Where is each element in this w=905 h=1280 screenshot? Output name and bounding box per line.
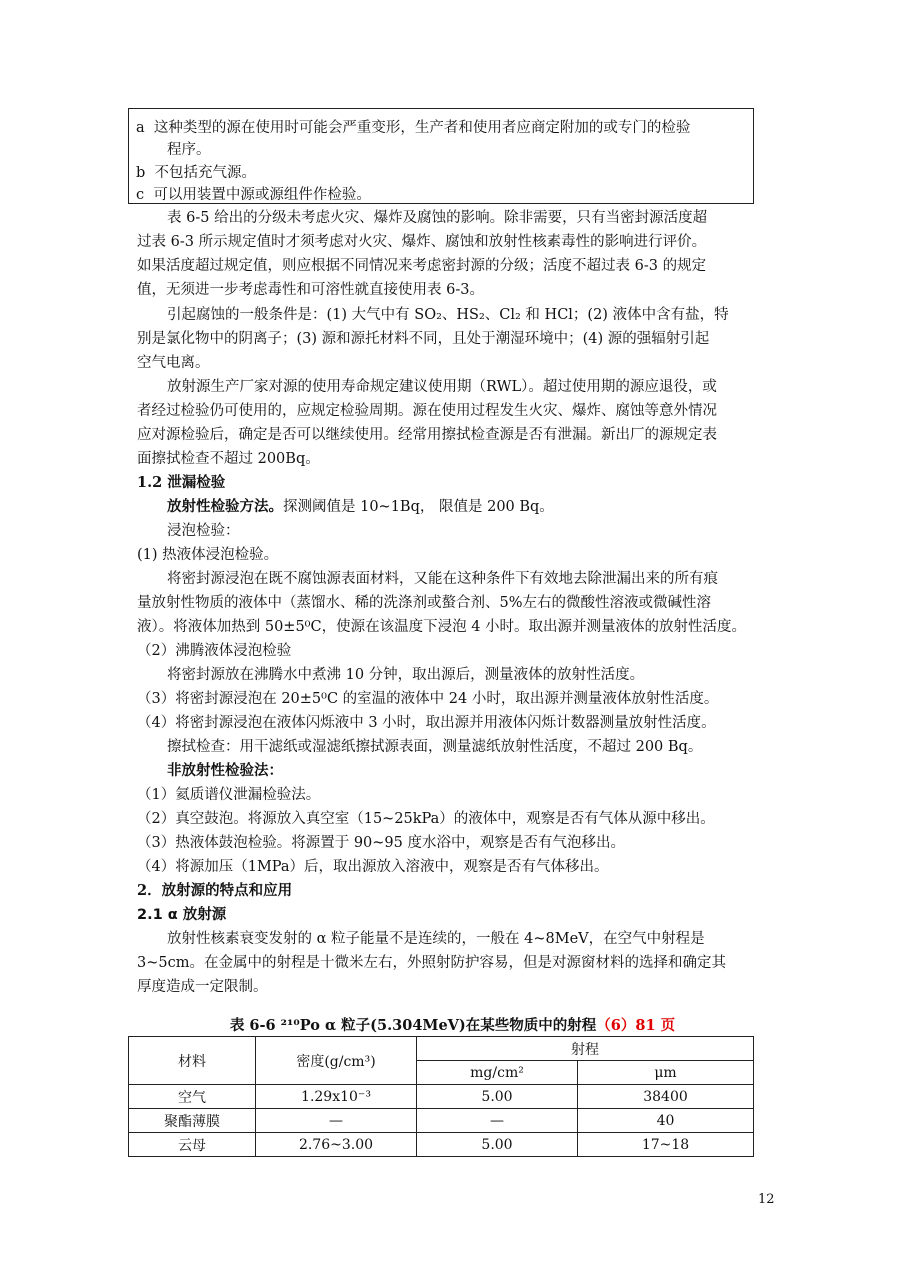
header-density: 密度(g/cm³) bbox=[256, 1037, 417, 1085]
paragraph-line: 量放射性物质的液体中（蒸馏水、稀的洗涤剂或螯合剂、5%左右的微酸性溶液或微碱性溶 bbox=[137, 595, 711, 611]
header-material: 材料 bbox=[129, 1037, 256, 1085]
paragraph-line: 放射性检验方法。探测阈值是 10~1Bq， 限值是 200 Bq。 bbox=[167, 498, 554, 515]
paragraph-line: 擦拭检查：用干滤纸或湿滤纸擦拭源表面，测量滤纸放射性活度，不超过 200 Bq。 bbox=[167, 739, 703, 755]
header-range: 射程 bbox=[417, 1037, 754, 1061]
list-item: （4）将源加压（1MPa）后，取出源放入溶液中，观察是否有气体移出。 bbox=[137, 859, 609, 875]
cell-material: 空气 bbox=[129, 1085, 256, 1109]
list-item: （3）热液体鼓泡检验。将源置于 90~95 度水浴中，观察是否有气泡移出。 bbox=[137, 835, 625, 851]
cell-um: 17~18 bbox=[578, 1133, 754, 1157]
list-item: （4）将密封源浸泡在液体闪烁液中 3 小时，取出源并用液体闪烁计数器测量放射性活度。 bbox=[137, 715, 716, 731]
cell-um: 40 bbox=[578, 1109, 754, 1133]
cell-mgcm2: 5.00 bbox=[417, 1133, 578, 1157]
subheading: 非放射性检验法： bbox=[167, 762, 283, 779]
note-a: a 这种类型的源在使用时可能会严重变形，生产者和使用者应商定附加的或专门的检验 bbox=[136, 120, 691, 136]
table-row bbox=[129, 1109, 754, 1133]
paragraph-line: 浸泡检验： bbox=[167, 523, 240, 539]
caption-reference: （6）81 页 bbox=[596, 1017, 676, 1034]
note-a-cont: 程序。 bbox=[167, 142, 211, 158]
table-row bbox=[129, 1133, 754, 1157]
paragraph-line: 厚度造成一定限制。 bbox=[137, 979, 268, 995]
paragraph-line: 放射性核素衰变发射的 α 粒子能量不是连续的，一般在 4~8MeV，在空气中射程是 bbox=[167, 931, 705, 947]
cell-material: 云母 bbox=[129, 1133, 256, 1157]
paragraph-line: 3~5cm。在金属中的射程是十微米左右，外照射防护容易，但是对源窗材料的选择和确定其 bbox=[137, 955, 726, 971]
cell-material: 聚酯薄膜 bbox=[129, 1109, 256, 1133]
table-row bbox=[129, 1085, 754, 1109]
section-heading-2: 2．放射源的特点和应用 bbox=[137, 882, 293, 899]
paragraph-line: 如果活度超过规定值，则应根据不同情况来考虑密封源的分级；活度不超过表 6-3 的规定 bbox=[137, 258, 707, 274]
cell-mgcm2: 5.00 bbox=[417, 1085, 578, 1109]
range-table bbox=[128, 1036, 754, 1157]
paragraph-line: 引起腐蚀的一般条件是：(1) 大气中有 SO₂、HS₂、Cl₂ 和 HCl；(2) 液体中含有盐，特 bbox=[167, 307, 729, 323]
paragraph-line: 面擦拭检查不超过 200Bq。 bbox=[137, 451, 320, 467]
list-item: （2）真空鼓泡。将源放入真空室（15~25kPa）的液体中，观察是否有气体从源中移出。 bbox=[137, 811, 715, 827]
page-number: 12 bbox=[758, 1192, 775, 1207]
paragraph-line: 者经过检验仍可使用的，应规定检验周期。源在使用过程发生火灾、爆炸、腐蚀等意外情况 bbox=[137, 403, 717, 419]
paragraph-line: 值，无须进一步考虑毒性和可溶性就直接使用表 6-3。 bbox=[137, 282, 484, 298]
list-item: （2）沸腾液体浸泡检验 bbox=[137, 643, 292, 659]
cell-mgcm2: — bbox=[417, 1109, 578, 1133]
paragraph-line: 别是氯化物中的阴离子；(3) 源和源托材料不同，且处于潮湿环境中；(4) 源的强辐射引起 bbox=[137, 331, 710, 347]
paragraph-line: 表 6-5 给出的分级未考虑火灾、爆炸及腐蚀的影响。除非需要，只有当密封源活度超 bbox=[167, 210, 708, 226]
paragraph-line: 将密封源放在沸腾水中煮沸 10 分钟，取出源后，测量液体的放射性活度。 bbox=[167, 667, 645, 683]
section-heading-1-2: 1.2 泄漏检验 bbox=[137, 474, 226, 491]
header-unit-mgcm2: mg/cm² bbox=[417, 1061, 578, 1085]
section-heading-2-1: 2.1 α 放射源 bbox=[137, 907, 227, 923]
paragraph-line: 过表 6-3 所示规定值时才须考虑对火灾、爆炸、腐蚀和放射性核素毒性的影响进行评价。 bbox=[137, 234, 707, 250]
paragraph-line: 空气电离。 bbox=[137, 355, 210, 371]
paragraph-line: 液）。将液体加热到 50±5⁰C，使源在该温度下浸泡 4 小时。取出源并测量液体的放射性活度。 bbox=[137, 619, 747, 635]
paragraph-line: 将密封源浸泡在既不腐蚀源表面材料，又能在这种条件下有效地去除泄漏出来的所有痕 bbox=[167, 571, 718, 587]
table-caption: 表 6-6 ²¹⁰Po α 粒子(5.304MeV)在某些物质中的射程（6）81 页 bbox=[229, 1017, 676, 1034]
cell-density: 1.29x10⁻³ bbox=[256, 1085, 417, 1109]
list-item: （3）将密封源浸泡在 20±5⁰C 的室温的液体中 24 小时，取出源并测量液体放射性活度。 bbox=[137, 691, 719, 707]
list-item: (1) 热液体浸泡检验。 bbox=[137, 547, 279, 563]
paragraph-line: 应对源检验后，确定是否可以继续使用。经常用擦拭检查源是否有泄漏。新出厂的源规定表 bbox=[137, 427, 717, 443]
paragraph-line: 放射源生产厂家对源的使用寿命规定建议使用期（RWL）。超过使用期的源应退役，或 bbox=[167, 379, 717, 395]
header-unit-um: μm bbox=[578, 1061, 754, 1085]
list-item: （1）氦质谱仪泄漏检验法。 bbox=[137, 787, 321, 803]
cell-um: 38400 bbox=[578, 1085, 754, 1109]
note-b: b 不包括充气源。 bbox=[136, 165, 257, 181]
cell-density: 2.76~3.00 bbox=[256, 1133, 417, 1157]
cell-density: — bbox=[256, 1109, 417, 1133]
note-c: c 可以用装置中源或源组件作检验。 bbox=[136, 187, 371, 203]
